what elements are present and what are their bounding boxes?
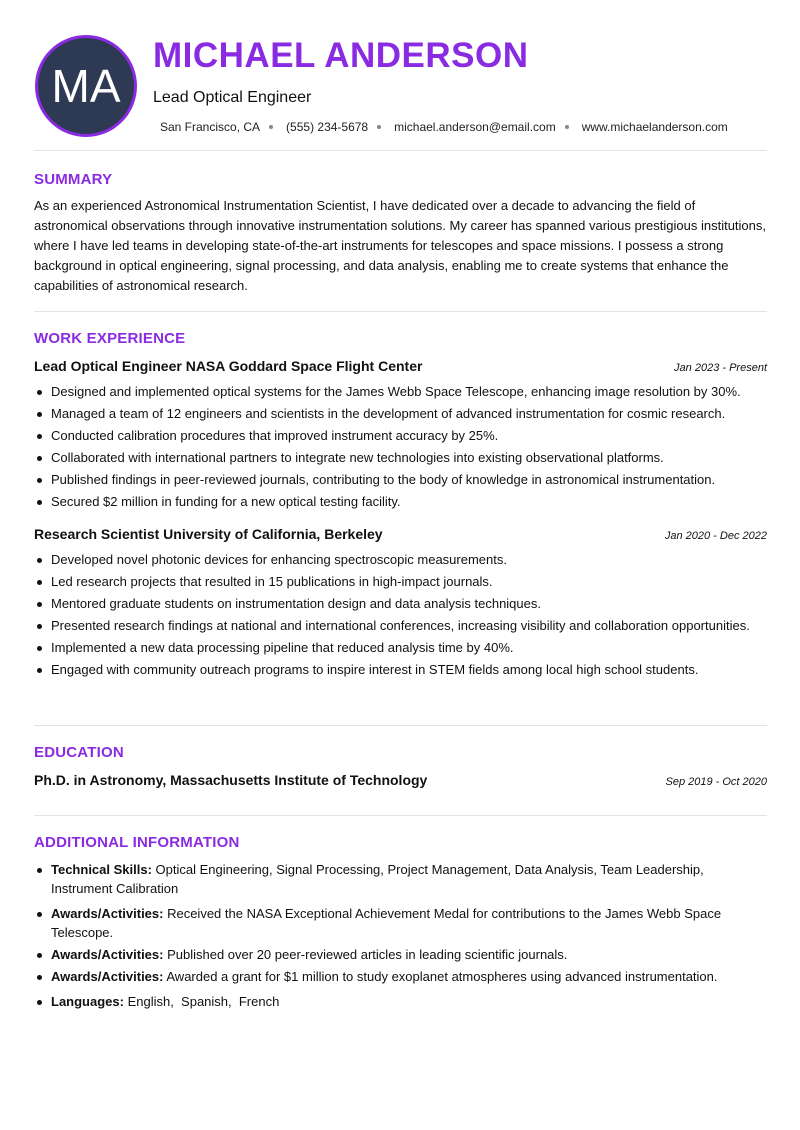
contact-location: San Francisco, CA <box>160 120 261 134</box>
item-label: Awards/Activities: <box>51 906 164 921</box>
education-entry <box>34 772 767 788</box>
item-text: English, Spanish, French <box>123 994 280 1009</box>
job-date: Jan 2020 - Dec 2022 <box>664 530 767 542</box>
divider <box>34 311 767 312</box>
list-item <box>34 992 767 1011</box>
item-text: Optical Engineering, Signal Processing, Project Management, Data Analysis, Team Leadership, Instrument Calibration <box>51 862 704 896</box>
divider <box>34 150 767 151</box>
section-title-summary: SUMMARY <box>34 171 113 188</box>
candidate-role: Lead Optical Engineer <box>153 89 312 106</box>
summary-text: As an experienced Astronomical Instrumentation Scientist, I have dedicated over a decade to advancing the field of astronomical observations through innovative instrumentation solutions. My career has spanned various prestigious institutions, where I have led teams in developing state-of-the-art instruments for telescopes and space missions. I possess a strong background in optical engineering, signal processing, and data analysis, enabling me to create systems that enhance the capabilities of astronomical research. <box>34 198 766 293</box>
job-date: Jan 2023 - Present <box>674 362 767 374</box>
job-title: Lead Optical Engineer NASA Goddard Space Flight Center <box>34 358 423 374</box>
list-item <box>34 904 767 942</box>
item-label: Languages: <box>51 994 124 1009</box>
job-header <box>34 526 767 542</box>
contact-phone: (555) 234-5678 <box>286 120 369 134</box>
contact-line <box>160 120 728 134</box>
list-item: Managed a team of 12 engineers and scientists in the development of advanced instrumentation for cosmic research. <box>34 404 767 423</box>
item-text: Published over 20 peer-reviewed articles in leading scientific journals. <box>163 947 568 962</box>
contact-email[interactable]: michael.anderson@email.com <box>394 120 556 134</box>
additional-list <box>34 860 767 1011</box>
list-item: Collaborated with international partners to integrate new technologies into existing observational platforms. <box>34 448 767 467</box>
section-title-experience: WORK EXPERIENCE <box>34 330 186 347</box>
list-item <box>34 860 767 898</box>
list-item: Published findings in peer-reviewed journals, contributing to the body of knowledge in astronomical instrumentation. <box>34 470 767 489</box>
education-date: Sep 2019 - Oct 2020 <box>665 776 767 788</box>
list-item: Presented research findings at national and international conferences, increasing visibility and collaboration opportunities. <box>34 616 767 635</box>
item-text: Received the NASA Exceptional Achievement Medal for contributions to the James Webb Space Telescope. <box>51 906 722 940</box>
list-item: Implemented a new data processing pipeline that reduced analysis time by 40%. <box>34 638 767 657</box>
item-label: Awards/Activities: <box>51 947 164 962</box>
job-bullets <box>34 382 767 511</box>
list-item: Developed novel photonic devices for enhancing spectroscopic measurements. <box>34 550 767 569</box>
list-item: Mentored graduate students on instrumentation design and data analysis techniques. <box>34 594 767 613</box>
list-item <box>34 945 767 964</box>
list-item: Led research projects that resulted in 15 publications in high-impact journals. <box>34 572 767 591</box>
degree-title: Ph.D. in Astronomy, Massachusetts Institute of Technology <box>34 772 428 788</box>
divider <box>34 815 767 816</box>
list-item: Secured $2 million in funding for a new optical testing facility. <box>34 492 767 511</box>
item-text: Awarded a grant for $1 million to study exoplanet atmospheres using advanced instrumentation. <box>163 969 718 984</box>
separator-dot <box>565 125 569 129</box>
list-item <box>34 967 767 986</box>
job-bullets <box>34 550 767 679</box>
divider <box>34 725 767 726</box>
contact-website[interactable]: www.michaelanderson.com <box>581 120 728 134</box>
item-label: Technical Skills: <box>51 862 152 877</box>
item-label: Awards/Activities: <box>51 969 164 984</box>
section-title-education: EDUCATION <box>34 744 124 761</box>
list-item: Designed and implemented optical systems for the James Webb Space Telescope, enhancing image resolution by 30%. <box>34 382 767 401</box>
candidate-name: MICHAEL ANDERSON <box>153 36 529 75</box>
job-header <box>34 358 767 374</box>
list-item: Conducted calibration procedures that improved instrument accuracy by 25%. <box>34 426 767 445</box>
job-title: Research Scientist University of California, Berkeley <box>34 526 383 542</box>
separator-dot <box>269 125 273 129</box>
avatar <box>35 35 137 137</box>
avatar-initials: MA <box>51 60 121 112</box>
separator-dot <box>377 125 381 129</box>
section-title-additional: ADDITIONAL INFORMATION <box>34 834 240 851</box>
list-item: Engaged with community outreach programs to inspire interest in STEM fields among local high school students. <box>34 660 767 679</box>
